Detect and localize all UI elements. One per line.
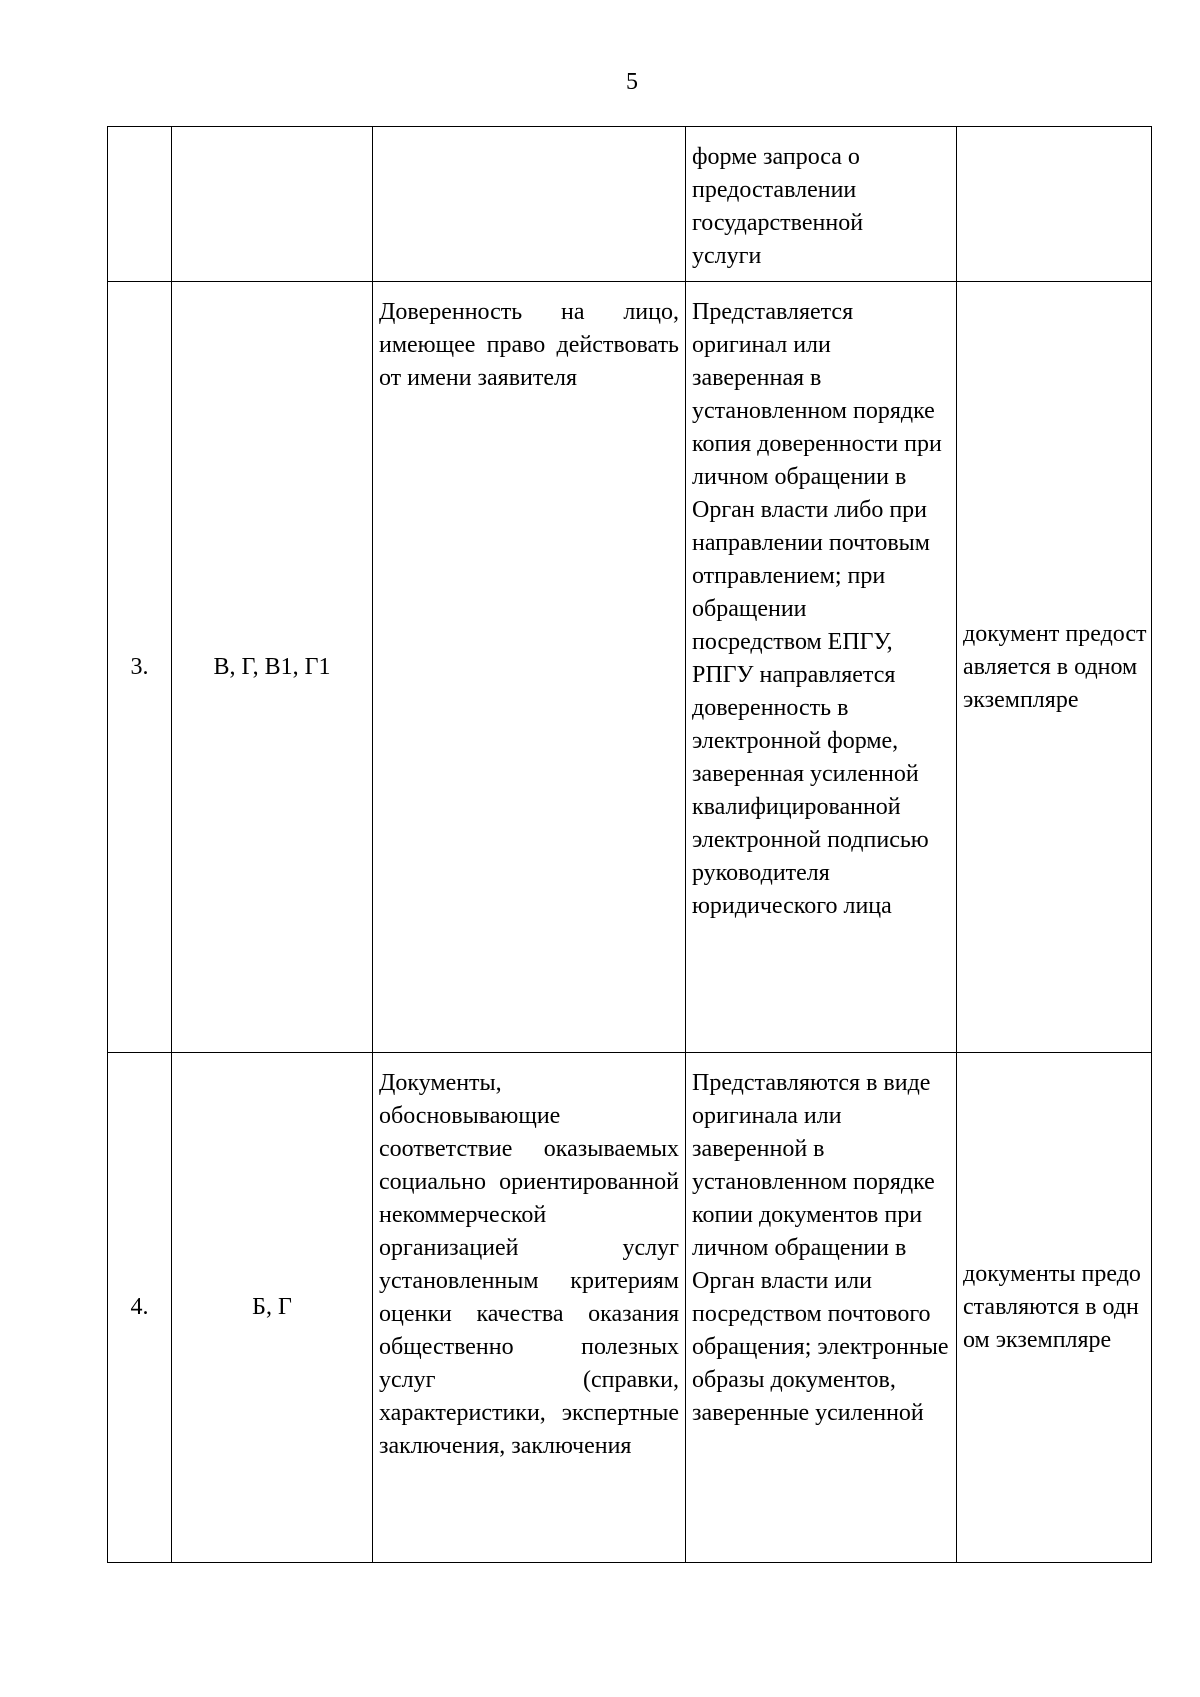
table-row [108,1053,1152,1563]
row-number-cell [108,127,172,282]
row-number-cell: 3. [108,282,172,1053]
note-cell: документ предоставляется в одном экземпляре [957,282,1152,1053]
page-number: 5 [626,69,638,95]
document-name-cell: Документы, обосновывающие соответствие оказываемых социально ориентированной некоммерческой организацией услуг установленным критериям оценки качества оказания общественно полезных услуг (справки, характеристики, экспертные заключения, заключения [373,1053,686,1563]
submission-procedure-cell: Представляется оригинал или заверенная в установленном порядке копия доверенности при личном обращении в Орган власти либо при направлении почтовым отправлением; при обращении посредством ЕПГУ, РПГУ направляется доверенность в электронной форме, заверенная усиленной квалифицированной электронной подписью руководителя юридического лица [686,282,957,1053]
document-name-cell [373,127,686,282]
row-number-cell: 4. [108,1053,172,1563]
submission-procedure-cell: Представляются в виде оригинала или заверенной в установленном порядке копии документов при личном обращении в Орган власти или посредством почтового обращения; электронные образы документов, заверенные усиленной [686,1053,957,1563]
submission-procedure-cell: форме запроса о предоставлении государственной услуги [686,127,957,282]
note-cell: документы предоставляются в одном экземпляре [957,1053,1152,1563]
table-row [108,282,1152,1053]
applicant-codes-cell [172,127,373,282]
applicant-codes-cell: В, Г, В1, Г1 [172,282,373,1053]
document-name-cell: Доверенность на лицо, имеющее право действовать от имени заявителя [373,282,686,1053]
documents-table [107,126,1152,1563]
table-row [108,127,1152,282]
note-cell [957,127,1152,282]
applicant-codes-cell: Б, Г [172,1053,373,1563]
